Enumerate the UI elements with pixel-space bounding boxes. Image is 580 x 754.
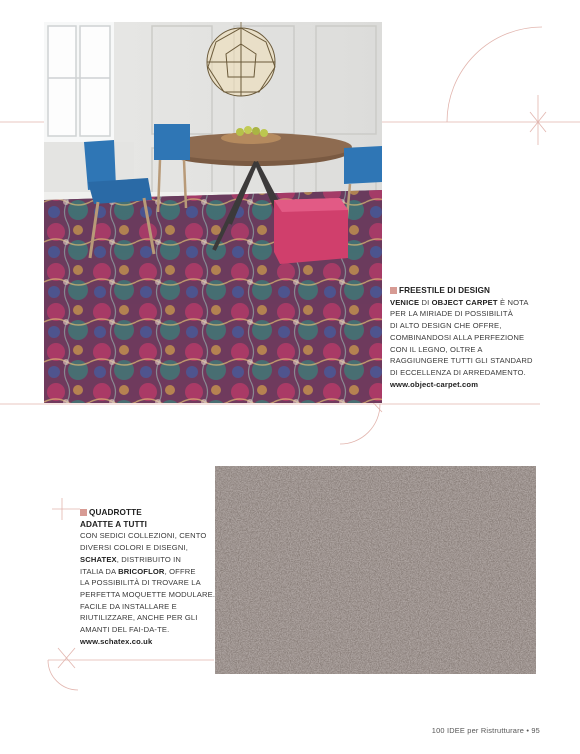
- caption-text: DI: [419, 297, 432, 307]
- caption-line: [390, 308, 540, 320]
- accent-square-icon: [80, 509, 87, 516]
- caption-freestile-body: [390, 297, 540, 379]
- brand-name: BRICOFLOR: [118, 566, 165, 576]
- caption-line: [80, 530, 220, 542]
- caption-line: [80, 577, 220, 589]
- caption-text: PER LA MIRIADE DI POSSIBILITÀ: [390, 309, 513, 319]
- accent-square-icon: [390, 287, 397, 294]
- caption-quadrotte-title: [80, 507, 220, 519]
- caption-line: [80, 589, 220, 601]
- schatex-link[interactable]: www.schatex.co.uk: [80, 636, 153, 646]
- caption-line: [80, 612, 220, 624]
- caption-text: LA POSSIBILITÀ DI TROVARE LA: [80, 578, 201, 588]
- caption-line: [390, 297, 540, 309]
- caption-text: COMBINANDOSI ALLA PERFEZIONE: [390, 332, 525, 342]
- object-carpet-link[interactable]: www.object-carpet.com: [390, 379, 479, 389]
- caption-text: CON IL LEGNO, OLTRE A: [390, 344, 483, 354]
- caption-text: RAGGIUNGERE TUTTI GLI STANDARD: [390, 356, 533, 366]
- caption-line: [390, 355, 540, 367]
- caption-text: DI ECCELLENZA DI ARREDAMENTO.: [390, 367, 526, 377]
- caption-quadrotte-title-line2: ADATTE A TUTTI: [80, 519, 148, 529]
- brand-name: SCHATEX: [80, 554, 117, 564]
- caption-text: FACILE DA INSTALLARE E: [80, 601, 177, 611]
- brand-name: VENICE: [390, 297, 420, 307]
- room-photo: [44, 22, 382, 403]
- caption-freestile-title-text: FREESTILE DI DESIGN: [399, 286, 491, 295]
- caption-quadrotte-title-line1: QUADROTTE: [89, 508, 142, 517]
- caption-quadrotte: [80, 507, 220, 647]
- page-footer: 100 IDEE per Ristrutturare • 95: [431, 726, 540, 735]
- caption-freestile: [390, 285, 540, 390]
- caption-text: È NOTA: [497, 297, 529, 307]
- caption-text: PERFETTA MOQUETTE MODULARE.: [80, 589, 216, 599]
- caption-text: DIVERSI COLORI E DISEGNI,: [80, 543, 188, 553]
- caption-line: [80, 624, 220, 636]
- caption-text: ITALIA DA: [80, 566, 119, 576]
- caption-freestile-title: [390, 285, 540, 297]
- caption-line: [80, 554, 220, 566]
- caption-line: [80, 542, 220, 554]
- caption-text: DI ALTO DESIGN CHE OFFRE,: [390, 321, 502, 331]
- caption-line: [80, 566, 220, 578]
- caption-text: RIUTILIZZARE, ANCHE PER GLI: [80, 613, 198, 623]
- caption-line: [390, 367, 540, 379]
- caption-text: AMANTI DEL FAI-DA-TE.: [80, 625, 170, 635]
- caption-quadrotte-body: [80, 530, 220, 635]
- caption-text: CON SEDICI COLLEZIONI, CENTO: [80, 531, 207, 541]
- carpet-texture-photo: [215, 466, 536, 674]
- caption-line: [390, 332, 540, 344]
- caption-text: , DISTRIBUITO IN: [116, 554, 182, 564]
- caption-line: [390, 320, 540, 332]
- caption-text: , OFFRE: [164, 566, 196, 576]
- caption-line: [390, 344, 540, 356]
- brand-name: OBJECT CARPET: [431, 297, 498, 307]
- caption-line: [80, 601, 220, 613]
